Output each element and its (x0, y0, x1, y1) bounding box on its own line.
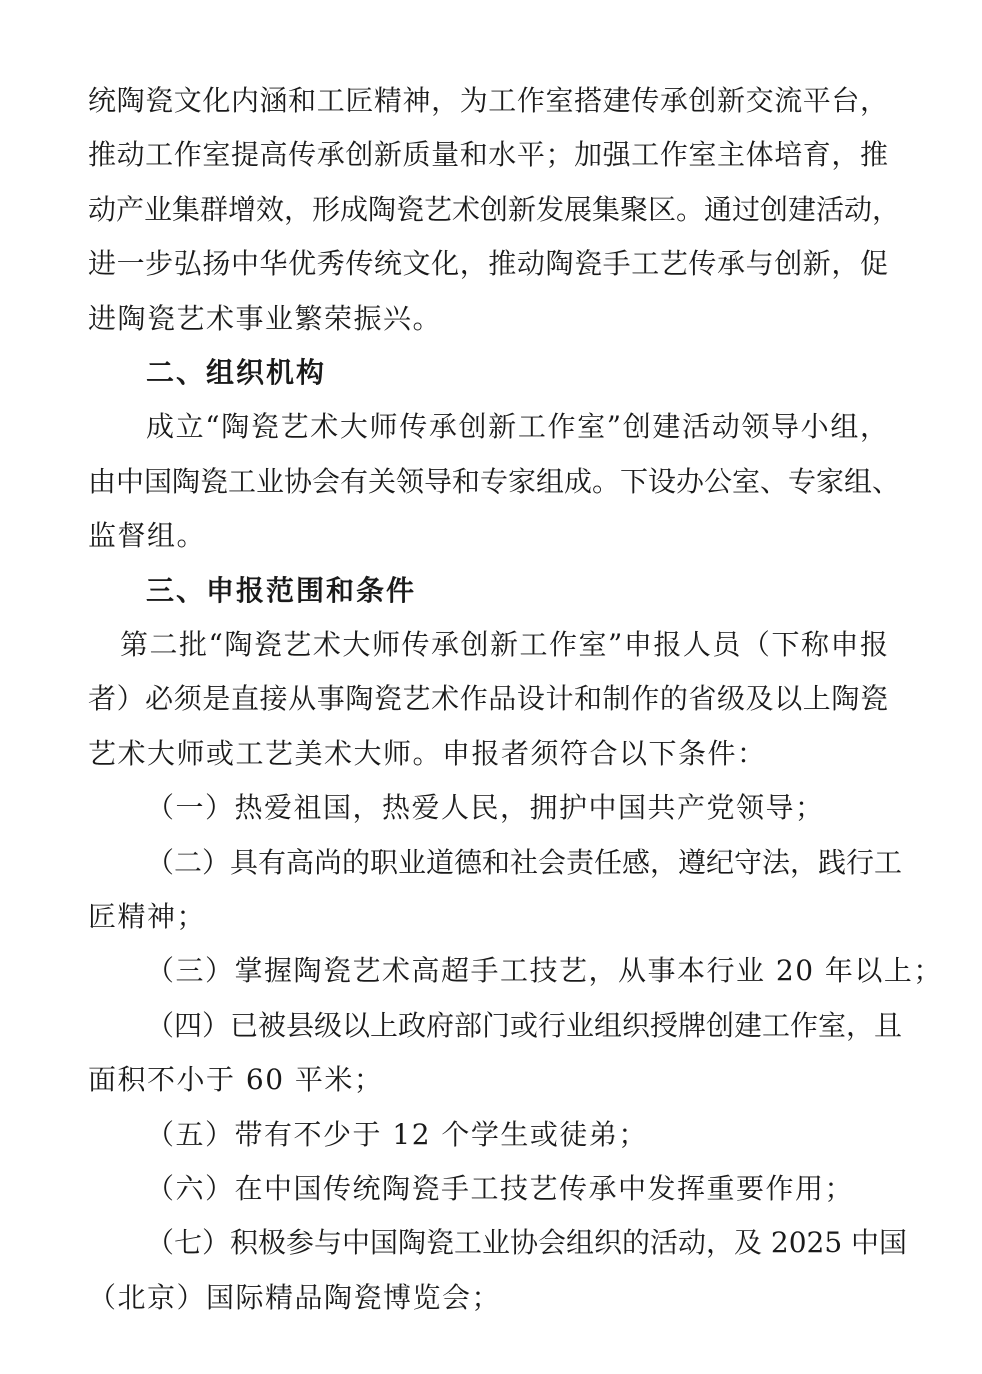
list-item: （三）掌握陶瓷艺术高超手工技艺，从事本行业 20 年以上； (146, 954, 943, 987)
section-heading: 二、组织机构 (146, 356, 327, 389)
paragraph-line: 由中国陶瓷工业协会有关领导和专家组成。下设办公室、专家组、 (88, 465, 901, 498)
paragraph-line: 统陶瓷文化内涵和工匠精神，为工作室搭建传承创新交流平台， (88, 84, 888, 117)
list-item-continuation: （北京）国际精品陶瓷博览会； (88, 1281, 502, 1314)
paragraph-line: 监督组。 (88, 519, 207, 552)
paragraph-line: 动产业集群增效，形成陶瓷艺术创新发展集聚区。通过创建活动， (88, 193, 901, 226)
paragraph-line: 者）必须是直接从事陶瓷艺术作品设计和制作的省级及以上陶瓷 (88, 682, 888, 715)
list-item-continuation: 面积不小于 60 平米； (88, 1063, 384, 1096)
paragraph-line: 进一步弘扬中华优秀传统文化，推动陶瓷手工艺传承与创新，促 (88, 247, 888, 280)
paragraph-line: 第二批“陶瓷艺术大师传承创新工作室”申报人员（下称申报 (120, 628, 888, 661)
list-item: （六）在中国传统陶瓷手工技艺传承中发挥重要作用； (146, 1172, 855, 1205)
list-item-continuation: 匠精神； (88, 900, 207, 933)
list-item: （七）积极参与中国陶瓷工业协会组织的活动，及 2025 中国 (146, 1226, 908, 1259)
list-item: （二）具有高尚的职业道德和社会责任感，遵纪守法，践行工 (146, 846, 903, 879)
section-heading: 三、申报范围和条件 (146, 574, 417, 607)
paragraph-line: 进陶瓷艺术事业繁荣振兴。 (88, 302, 443, 335)
paragraph-line: 艺术大师或工艺美术大师。申报者须符合以下条件： (88, 737, 767, 770)
list-item: （一）热爱祖国，热爱人民，拥护中国共产党领导； (146, 791, 825, 824)
paragraph-line: 推动工作室提高传承创新质量和水平；加强工作室主体培育，推 (88, 138, 888, 171)
paragraph-line: 成立“陶瓷艺术大师传承创新工作室”创建活动领导小组， (146, 410, 888, 443)
list-item: （五）带有不少于 12 个学生或徒弟； (146, 1118, 648, 1151)
list-item: （四）已被县级以上政府部门或行业组织授牌创建工作室，且 (146, 1009, 903, 1042)
